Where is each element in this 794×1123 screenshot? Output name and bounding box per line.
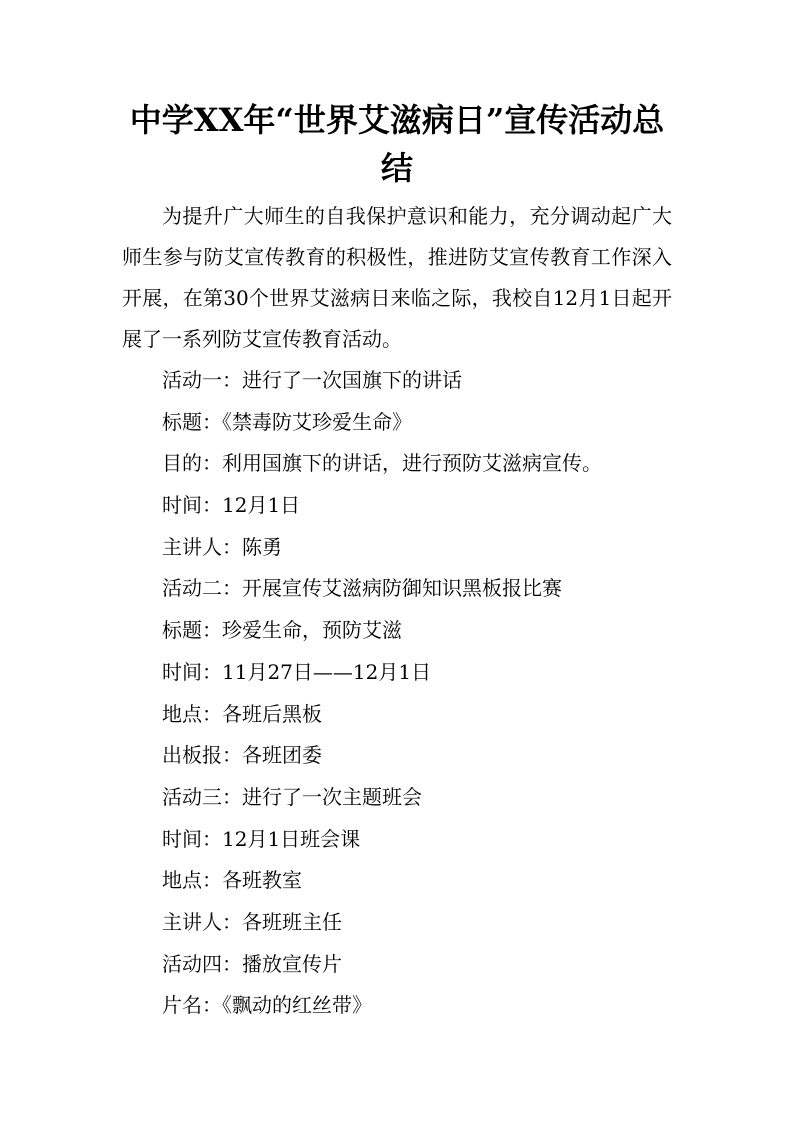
list-item: 活动三：进行了一次主题班会 — [162, 784, 422, 809]
list-item: 时间：12月1日班会课 — [162, 826, 361, 851]
list-item: 地点：各班后黑板 — [162, 701, 322, 726]
title-line-2: 结 — [380, 149, 413, 187]
list-item: 标题：珍爱生命，预防艾滋 — [162, 618, 402, 643]
list-item: 活动二：开展宣传艾滋病防御知识黑板报比赛 — [162, 576, 562, 601]
document-title — [100, 96, 694, 192]
list-item: 时间：11月27日——12月1日 — [162, 659, 432, 684]
list-item: 目的：利用国旗下的讲话，进行预防艾滋病宣传。 — [162, 451, 602, 476]
list-item: 标题：《禁毒防艾珍爱生命》 — [162, 409, 412, 434]
intro-paragraph: 为提升广大师生的自我保护意识和能力，充分调动起广大师生参与防艾宣传教育的积极性，推进防艾宣传教育工作深入开展，在第30个世界艾滋病日来临之际，我校自12月1日起开展了一系列防艾宣传教育活动。 — [122, 204, 672, 351]
activity-list — [162, 360, 682, 1027]
title-line-1: 中学XX年“世界艾滋病日”宣传活动总 — [129, 101, 665, 139]
list-item: 主讲人：陈勇 — [162, 534, 282, 559]
list-item: 活动一：进行了一次国旗下的讲话 — [162, 368, 462, 392]
list-item: 主讲人：各班班主任 — [162, 909, 342, 934]
list-item: 出板报：各班团委 — [162, 743, 322, 768]
list-item: 片名：《飘动的红丝带》 — [162, 993, 372, 1018]
list-item: 地点：各班教室 — [162, 868, 302, 893]
list-item: 活动四：播放宣传片 — [162, 951, 342, 976]
list-item: 时间：12月1日 — [162, 493, 301, 518]
